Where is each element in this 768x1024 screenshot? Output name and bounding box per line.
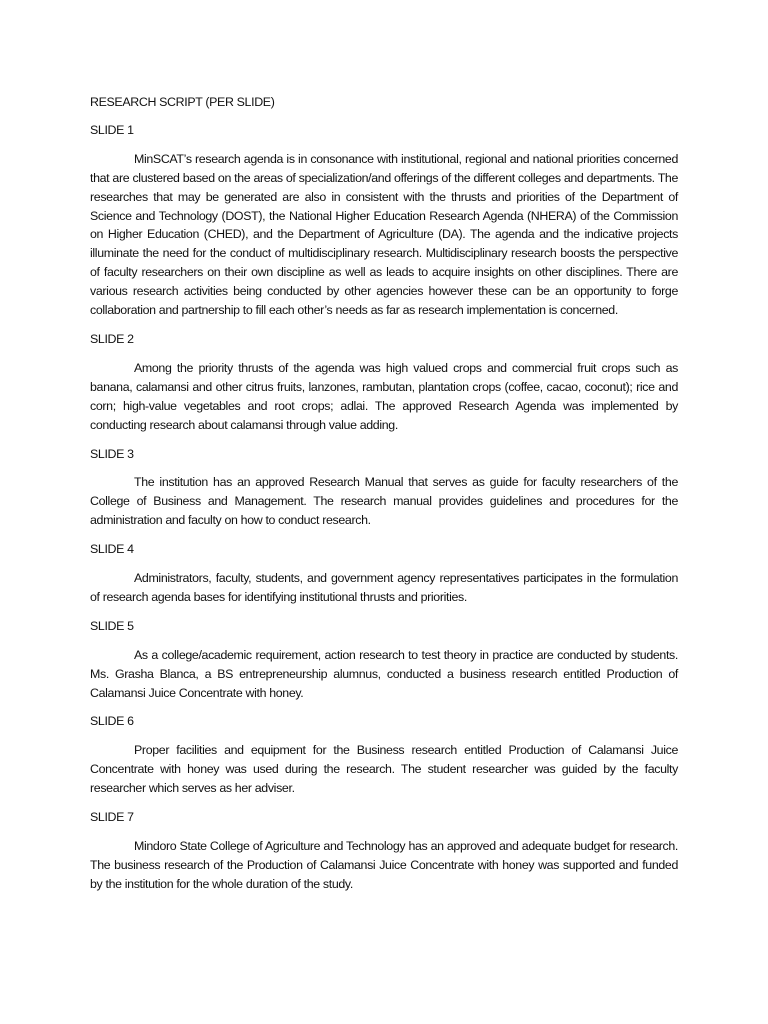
slide-paragraph: MinSCAT’s research agenda is in consonance with institutional, regional and national priorities concerned that are clustered based on the areas of specialization/and offerings of the different colleges and departments. The researches that may be generated are also in consistent with the thrusts and priorities of the Department of Science and Technology (DOST), the National Higher Education Research Agenda (NHERA) of the Commission on Higher Education (CHED), and the Department of Agriculture (DA). The agenda and the indicative projects illuminate the need for the conduct of multidisciplinary research. Multidisciplinary research boosts the perspective of faculty researchers on their own discipline as well as leads to acquire insights on other disciplines. There are various research activities being conducted by other agencies however these can be an opportunity to forge collaboration and partnership to fill each other’s needs as far as research implementation is concerned. (90, 151, 678, 318)
slide-paragraph: Administrators, faculty, students, and government agency representatives participates in the formulation of research agenda bases for identifying institutional thrusts and priorities. (90, 571, 678, 604)
slide-section-2 (90, 330, 678, 435)
slide-section-4 (90, 540, 678, 607)
slide-paragraph: Mindoro State College of Agriculture and Technology has an approved and adequate budget for research. The business research of the Production of Calamansi Juice Concentrate with honey was supported and funded by the institution for the whole duration of the study. (90, 839, 678, 891)
slide-label: SLIDE 1 (90, 122, 134, 137)
slide-section-6 (90, 712, 678, 798)
slide-section-7 (90, 808, 678, 894)
slide-paragraph: As a college/academic requirement, action research to test theory in practice are conducted by students. Ms. Grasha Blanca, a BS entrepreneurship alumnus, conducted a business research entitled Production of Calamansi Juice Concentrate with honey. (90, 647, 678, 700)
slide-label: SLIDE 3 (90, 446, 134, 461)
slide-section-5 (90, 617, 678, 703)
slide-label: SLIDE 4 (90, 542, 134, 557)
slide-paragraph: The institution has an approved Research Manual that serves as guide for faculty researchers of the College of Business and Management. The research manual provides guidelines and procedures for the administration and faculty on how to conduct research. (90, 475, 678, 528)
document-page (90, 93, 678, 904)
slide-label: SLIDE 7 (90, 810, 134, 825)
slide-label: SLIDE 5 (90, 618, 134, 633)
slide-paragraph: Among the priority thrusts of the agenda was high valued crops and commercial fruit crops such as banana, calamansi and other citrus fruits, lanzones, rambutan, plantation crops (coffee, cacao, coconut); rice and corn; high-value vegetables and root crops; adlai. The approved Research Agenda was implemented by conducting research about calamansi through value adding. (90, 360, 678, 432)
slide-paragraph: Proper facilities and equipment for the Business research entitled Production of Calamansi Juice Concentrate with honey was used during the research. The student researcher was guided by the faculty researcher which serves as her adviser. (90, 743, 678, 796)
document-title: RESEARCH SCRIPT (PER SLIDE) (90, 95, 275, 109)
slide-label: SLIDE 2 (90, 331, 134, 346)
slide-section-3 (90, 445, 678, 531)
slide-section-1 (90, 121, 678, 320)
slide-label: SLIDE 6 (90, 714, 134, 729)
